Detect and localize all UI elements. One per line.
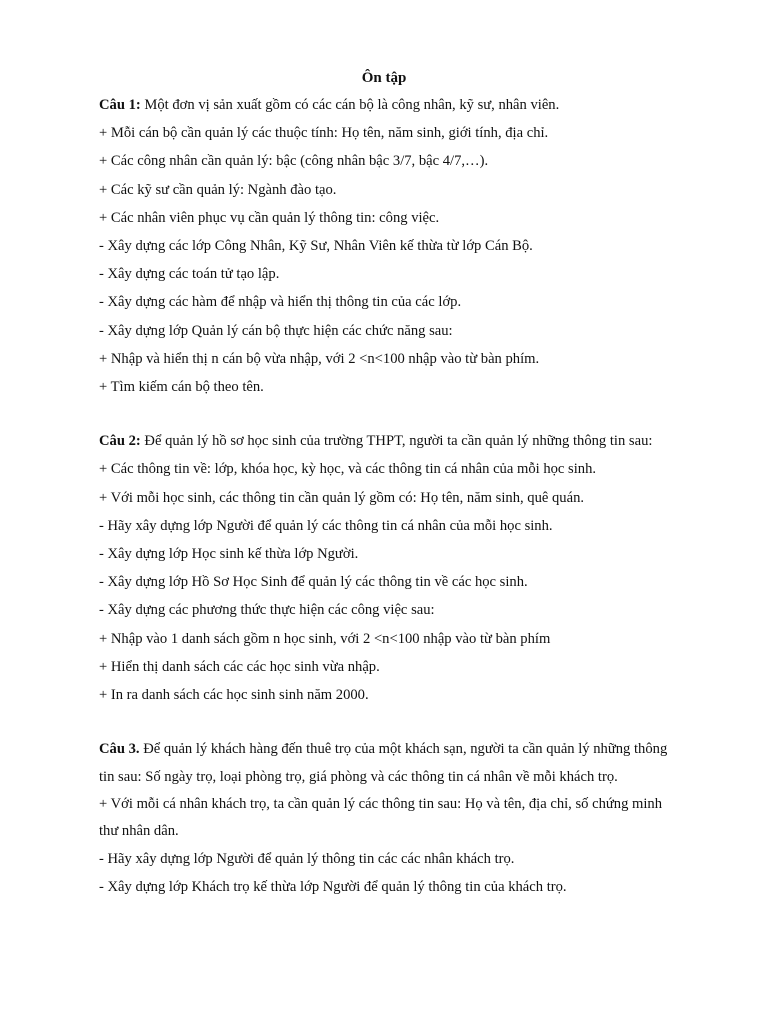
question-1-line: + Tìm kiếm cán bộ theo tên. (99, 378, 264, 395)
question-2-line: - Xây dựng lớp Hồ Sơ Học Sinh để quản lý các thông tin về các học sinh. (99, 574, 528, 591)
question-3-text: Để quản lý khách hàng đến thuê trọ của một khách sạn, người ta cần quản lý những thông tin sau: Số ngày trọ, loại phòng trọ, giá phòng và các thông tin cá nhân về mỗi khách trọ. (99, 741, 668, 785)
question-2-line: - Hãy xây dựng lớp Người để quản lý các thông tin cá nhân của mỗi học sinh. (99, 517, 553, 534)
question-3-heading (99, 736, 671, 790)
question-3-label: Câu 3. (99, 741, 140, 758)
question-1-line: + Mỗi cán bộ cần quản lý các thuộc tính: Họ tên, năm sinh, giới tính, địa chỉ. (99, 125, 549, 142)
page-title: Ôn tập (361, 70, 407, 86)
question-2-line: + Nhập vào 1 danh sách gồm n học sinh, với 2 <n<100 nhập vào từ bàn phím (99, 630, 551, 647)
question-3-line: - Xây dựng lớp Khách trọ kế thừa lớp Người để quản lý thông tin của khách trọ. (99, 879, 567, 896)
document-body (99, 94, 671, 905)
paragraph-gap (99, 712, 671, 739)
question-3-wrapped-line: + Với mỗi cá nhân khách trọ, ta cần quản lý các thông tin sau: Họ và tên, địa chỉ, số chứng minh thư nhân dân. (99, 795, 663, 839)
question-1-line: - Xây dựng các lớp Công Nhân, Kỹ Sư, Nhân Viên kế thừa từ lớp Cán Bộ. (99, 237, 533, 254)
question-1-text: Một đơn vị sản xuất gồm có các cán bộ là công nhân, kỹ sư, nhân viên. (140, 97, 560, 113)
question-2-text: Để quản lý hồ sơ học sinh của trường THPT, người ta cần quản lý những thông tin sau: (140, 433, 653, 450)
question-1-line: + Các kỹ sư cần quản lý: Ngành đào tạo. (99, 181, 337, 198)
question-1-line: - Xây dựng lớp Quản lý cán bộ thực hiện các chức năng sau: (99, 322, 453, 339)
question-1-line: - Xây dựng các toán tử tạo lập. (99, 266, 280, 283)
question-3-line: - Hãy xây dựng lớp Người để quản lý thông tin các các nhân khách trọ. (99, 851, 515, 868)
question-1-line: - Xây dựng các hàm để nhập và hiển thị thông tin của các lớp. (99, 294, 462, 311)
question-2-line: + In ra danh sách các học sinh sinh năm 2000. (99, 686, 369, 703)
question-2-heading (99, 428, 671, 455)
paragraph-gap (99, 404, 671, 431)
question-2-line: + Các thông tin về: lớp, khóa học, kỳ học, và các thông tin cá nhân của mỗi học sinh. (99, 461, 597, 478)
question-2-line: + Với mỗi học sinh, các thông tin cần quản lý gồm có: Họ tên, năm sinh, quê quán. (99, 489, 585, 506)
question-1-line: + Các nhân viên phục vụ cần quản lý thông tin: công việc. (99, 209, 440, 226)
question-1-heading (99, 94, 671, 122)
question-2-line: - Xây dựng các phương thức thực hiện các công việc sau: (99, 602, 435, 619)
question-2-label: Câu 2: (99, 433, 141, 450)
question-2-line: + Hiển thị danh sách các các học sinh vừa nhập. (99, 658, 380, 675)
question-1-line: + Nhập và hiển thị n cán bộ vừa nhập, với 2 <n<100 nhập vào từ bàn phím. (99, 350, 540, 367)
question-1-line: + Các công nhân cần quản lý: bậc (công nhân bậc 3/7, bậc 4/7,…). (99, 153, 489, 170)
question-2-line: - Xây dựng lớp Học sinh kế thừa lớp Người. (99, 546, 359, 563)
question-1-label: Câu 1: (99, 97, 141, 113)
